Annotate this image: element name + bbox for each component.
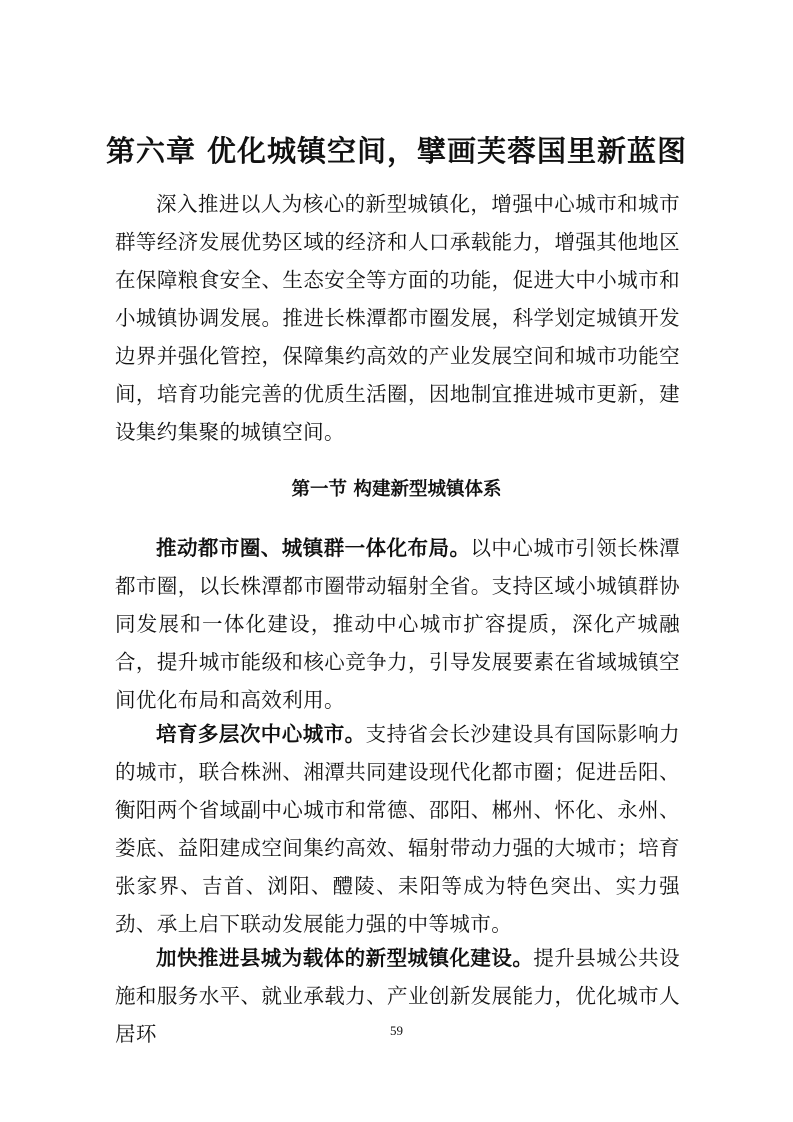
paragraph-text: 以中心城市引领长株潭都市圈，以长株潭都市圈带动辐射全省。支持区域小城镇群协同发展和一体化建设，推动中心城市扩容提质，深化产城融合，提升城市能级和核心竞争力，引导发展要素在省域城镇空间优化布局和高效利用。 bbox=[115, 536, 680, 712]
paragraph-central-cities bbox=[115, 715, 680, 943]
paragraph-lead: 推动都市圈、城镇群一体化布局。 bbox=[156, 536, 471, 560]
paragraph-lead: 加快推进县城为载体的新型城镇化建设。 bbox=[156, 946, 534, 970]
section-title: 第一节 构建新型城镇体系 bbox=[291, 479, 502, 500]
page-number: 59 bbox=[390, 1023, 403, 1038]
paragraph-text: 支持省会长沙建设具有国际影响力的城市，联合株洲、湘潭共同建设现代化都市圈；促进岳阳、衡阳两个省域副中心城市和常德、邵阳、郴州、怀化、永州、娄底、益阳建成空间集约高效、辐射带动力强的大城市；培育张家界、吉首、浏阳、醴陵、耒阳等成为特色突出、实力强劲、承上启下联动发展能力强的中等城市。 bbox=[115, 722, 680, 936]
chapter-intro-paragraph: 深入推进以人为核心的新型城镇化，增强中心城市和城市群等经济发展优势区域的经济和人口承载能力，增强其他地区在保障粮食安全、生态安全等方面的功能，促进大中小城市和小城镇协调发展。推进长株潭都市圈发展，科学划定城镇开发边界并强化管控，保障集约高效的产业发展空间和城市功能空间，培育功能完善的优质生活圈，因地制宜推进城市更新，建设集约集聚的城镇空间。 bbox=[115, 192, 680, 444]
chapter-title: 第六章 优化城镇空间，擘画芙蓉国里新蓝图 bbox=[105, 134, 688, 168]
paragraph-text: 提升县城公共设施和服务水平、就业承载力、产业创新发展能力，优化城市人居环 bbox=[115, 946, 680, 1046]
paragraph-lead: 培育多层次中心城市。 bbox=[156, 722, 366, 746]
paragraph-metropolitan-area bbox=[115, 529, 680, 719]
